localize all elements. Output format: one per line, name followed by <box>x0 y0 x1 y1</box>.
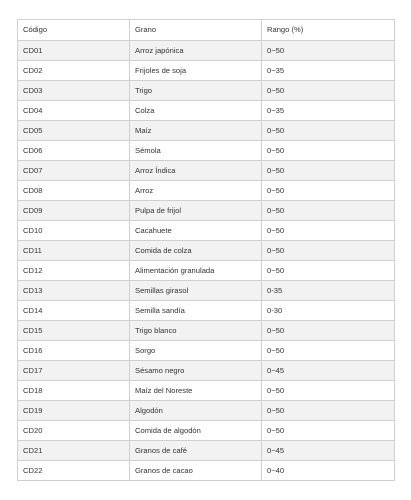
range-cell: 0~45 <box>262 441 395 461</box>
grain-cell: Granos de café <box>130 441 262 461</box>
grain-cell: Cacahuete <box>130 221 262 241</box>
grain-cell: Arroz <box>130 181 262 201</box>
table-row <box>18 41 395 61</box>
grain-cell: Arroz japónica <box>130 41 262 61</box>
grain-cell: Alimentación granulada <box>130 261 262 281</box>
table-row <box>18 121 395 141</box>
code-cell: CD13 <box>18 281 130 301</box>
grain-cell: Pulpa de frijol <box>130 201 262 221</box>
table-row <box>18 361 395 381</box>
range-cell: 0~50 <box>262 121 395 141</box>
code-cell: CD22 <box>18 461 130 481</box>
range-cell: 0-35 <box>262 281 395 301</box>
table-row <box>18 281 395 301</box>
table-row <box>18 161 395 181</box>
grain-range-table <box>17 19 395 481</box>
range-cell: 0~50 <box>262 221 395 241</box>
table-header-row <box>18 20 395 41</box>
range-cell: 0~40 <box>262 461 395 481</box>
code-cell: CD16 <box>18 341 130 361</box>
grain-cell: Maíz del Noreste <box>130 381 262 401</box>
table-row <box>18 341 395 361</box>
grain-cell: Trigo blanco <box>130 321 262 341</box>
range-cell: 0~50 <box>262 241 395 261</box>
grain-cell: Arroz Índica <box>130 161 262 181</box>
table-row <box>18 201 395 221</box>
code-cell: CD11 <box>18 241 130 261</box>
grain-range-table-container <box>17 19 394 481</box>
grain-cell: Frijoles de soja <box>130 61 262 81</box>
header-grain: Grano <box>130 20 262 41</box>
table-row <box>18 101 395 121</box>
table-row <box>18 321 395 341</box>
table-row <box>18 181 395 201</box>
range-cell: 0~50 <box>262 401 395 421</box>
table-row <box>18 241 395 261</box>
code-cell: CD17 <box>18 361 130 381</box>
code-cell: CD01 <box>18 41 130 61</box>
code-cell: CD08 <box>18 181 130 201</box>
table-body <box>18 41 395 481</box>
code-cell: CD18 <box>18 381 130 401</box>
table-row <box>18 81 395 101</box>
range-cell: 0~50 <box>262 161 395 181</box>
header-range: Rango (%) <box>262 20 395 41</box>
range-cell: 0~50 <box>262 261 395 281</box>
table-row <box>18 301 395 321</box>
code-cell: CD14 <box>18 301 130 321</box>
code-cell: CD07 <box>18 161 130 181</box>
grain-cell: Comida de colza <box>130 241 262 261</box>
code-cell: CD10 <box>18 221 130 241</box>
code-cell: CD02 <box>18 61 130 81</box>
table-row <box>18 441 395 461</box>
range-cell: 0~45 <box>262 361 395 381</box>
table-row <box>18 461 395 481</box>
range-cell: 0~50 <box>262 341 395 361</box>
range-cell: 0~50 <box>262 321 395 341</box>
range-cell: 0~50 <box>262 201 395 221</box>
table-row <box>18 141 395 161</box>
range-cell: 0~50 <box>262 181 395 201</box>
table-row <box>18 381 395 401</box>
header-code: Código <box>18 20 130 41</box>
grain-cell: Semilla sandía <box>130 301 262 321</box>
range-cell: 0~50 <box>262 81 395 101</box>
table-row <box>18 421 395 441</box>
code-cell: CD15 <box>18 321 130 341</box>
grain-cell: Algodón <box>130 401 262 421</box>
range-cell: 0~35 <box>262 61 395 81</box>
grain-cell: Sémola <box>130 141 262 161</box>
grain-cell: Comida de algodón <box>130 421 262 441</box>
code-cell: CD20 <box>18 421 130 441</box>
range-cell: 0~50 <box>262 421 395 441</box>
table-row <box>18 221 395 241</box>
code-cell: CD21 <box>18 441 130 461</box>
grain-cell: Sorgo <box>130 341 262 361</box>
range-cell: 0~50 <box>262 41 395 61</box>
code-cell: CD09 <box>18 201 130 221</box>
table-row <box>18 401 395 421</box>
grain-cell: Granos de cacao <box>130 461 262 481</box>
grain-cell: Maíz <box>130 121 262 141</box>
code-cell: CD03 <box>18 81 130 101</box>
grain-cell: Semillas girasol <box>130 281 262 301</box>
grain-cell: Colza <box>130 101 262 121</box>
grain-cell: Trigo <box>130 81 262 101</box>
range-cell: 0~50 <box>262 381 395 401</box>
code-cell: CD05 <box>18 121 130 141</box>
table-row <box>18 261 395 281</box>
table-row <box>18 61 395 81</box>
grain-cell: Sésamo negro <box>130 361 262 381</box>
range-cell: 0-30 <box>262 301 395 321</box>
range-cell: 0~50 <box>262 141 395 161</box>
code-cell: CD12 <box>18 261 130 281</box>
range-cell: 0~35 <box>262 101 395 121</box>
code-cell: CD19 <box>18 401 130 421</box>
code-cell: CD04 <box>18 101 130 121</box>
code-cell: CD06 <box>18 141 130 161</box>
